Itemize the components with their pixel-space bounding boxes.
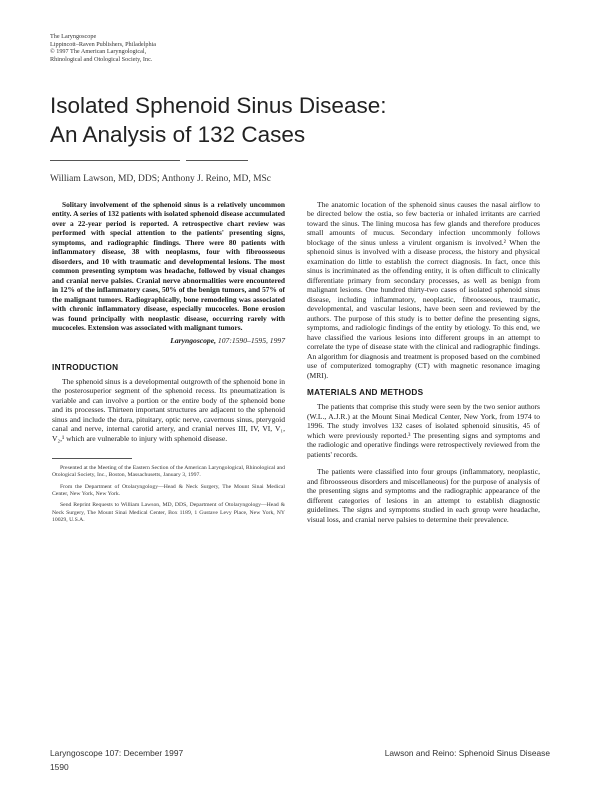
left-column [52,200,285,528]
masthead-society: Rhinological and Otological Society, Inc. [50,55,153,63]
background-paragraph: The anatomic location of the sphenoid sinus causes the nasal airflow to be directed below the ostia, so few bacteria or inhaled irritants are carried toward the sinus. The lining mucosa has few glands and therefore produces small amounts of mucus. Secondary infection uncommonly follows blockage of the sinus unless a virulent organism is involved.² When the sphenoid sinus is involved with a disease process, the history and physical examination do little to establish the correct diagnosis. In fact, once this sinus is incriminated as the offending entity, it is often difficult to clinically differentiate primary from secondary processes, as well as benign from malignant lesions. One hundred thirty-two cases of isolated sphenoid sinus disease, including inflammatory, neoplastic, fibroosseous, traumatic, developmental, and vascular lesions, have been seen and reviewed by the authors. The purpose of this study is to better define the presenting signs, symptoms, and radiologic findings of the entity by etiology. To this end, we have classified the various lesions into different groups in an attempt to correlate the type of disease state with the clinical and radiographic findings. An algorithm for diagnosis and treatment is proposed based on the combined use of computerized tomography (CT) with magnetic resonance imaging (MRI). [307,200,540,380]
author-line: William Lawson, MD, DDS; Anthony J. Reino, MD, MSc [50,174,272,184]
abstract-text: Solitary involvement of the sphenoid sinus is a relatively uncommon entity. A series of 132 patients with isolated sphenoid disease accumulated over a 22-year period is reported. A retrospective chart review was performed with special attention to the patients' presenting signs, symptoms, and radiographic findings. There were 80 patients with inflammatory disease, 38 with neoplasms, four with fibroosseous disorders, and 10 with traumatic and developmental lesions. The most common presenting symptom was headache, followed by visual changes and cranial nerve palsies. Cranial nerve abnormalities were encountered in 12% of the inflammatory cases, 50% of the benign tumors, and 57% of the malignant tumors. Radiographically, bone remodeling was associated with chronic inflammatory disease, especially mucoceles. Bone erosion was found principally with neoplastic disease, occurring rarely with mucoceles. Extension was associated with malignant tumors. [52,200,285,333]
masthead-journal-name: The Laryngoscope [50,33,97,40]
methods-paragraph-1: The patients that comprise this study were seen by the two senior authors (W.L., A.J.R.) at the Mount Sinai Medical Center, New York, from 1974 to 1996. The study involves 132 cases of isolated sphenoid sinusitis, 45 of which were previously reported.³ The presenting signs and symptoms and the radiologic and operative findings were retrospectively reviewed from the patients' records. [307,402,540,459]
journal-masthead [50,33,350,63]
methods-heading: MATERIALS AND METHODS [307,388,424,398]
footnote-divider [52,458,132,459]
title-divider-left [50,160,180,161]
introduction-paragraph: The sphenoid sinus is a developmental outgrowth of the sphenoid bone in the posterosuperior segment of the sphenoid recess. Its pneumatization is variable and can involve a portion or the entire body of the sphenoid bone and its processes. Thirteen important structures are adjacent to the sphenoid sinus and include the dura, pituitary, optic nerve, cavernous sinus, pterygoid canal and nerve, internal carotid artery, and cranial nerves III, IV, VI, V₁, V₂,¹ which are vulnerable to injury with sphenoid disease. [52,376,285,443]
masthead-publisher: Lippincott–Raven Publishers, Philadelphia [50,40,157,48]
citation-journal: Laryngoscope, [170,335,217,345]
title-line-2: An Analysis of 132 Cases [50,122,306,147]
masthead-copyright: © 1997 The American Laryngological, [50,48,147,56]
abstract-citation [52,336,285,345]
right-column [307,200,540,524]
introduction-heading: INTRODUCTION [52,362,119,372]
article-title [50,91,550,149]
title-line-1: Isolated Sphenoid Sinus Disease: [50,93,387,118]
citation-volume: 107:1590–1595, 1997 [217,335,285,345]
page-number: 1590 [50,762,69,772]
footer-journal-issue: Laryngoscope 107: December 1997 [50,748,184,758]
methods-paragraph-2: The patients were classified into four groups (inflammatory, neoplastic, and fibroosseous disorders and miscellaneous) for the purpose of analysis of the presenting signs and symptoms and the radiographic appearance of the different categories of lesions in an attempt to establish diagnostic guidelines. The signs and symptoms studied in each group were headache, visual loss, and cranial nerve palsies to determine their prevalence. [307,467,540,524]
footnote-affiliation: From the Department of Otolaryngology—Head & Neck Surgery, The Mount Sinai Medical Center, New York, New York. [52,483,285,498]
footnote-presentation: Presented at the Meeting of the Eastern Section of the American Laryngological, Rhinological and Otological Society, Inc., Boston, Massachusetts, January 3, 1997. [52,465,285,479]
footnote-reprints: Send Reprint Requests to William Lawson, MD, DDS, Department of Otolaryngology—Head & Neck Surgery, The Mount Sinai Medical Center, Box 1189, 1 Gustave Levy Place, New York, NY 10029, U.S.A. [52,502,285,523]
title-divider-right [186,160,248,161]
footer-running-title: Lawson and Reino: Sphenoid Sinus Disease [384,748,550,758]
